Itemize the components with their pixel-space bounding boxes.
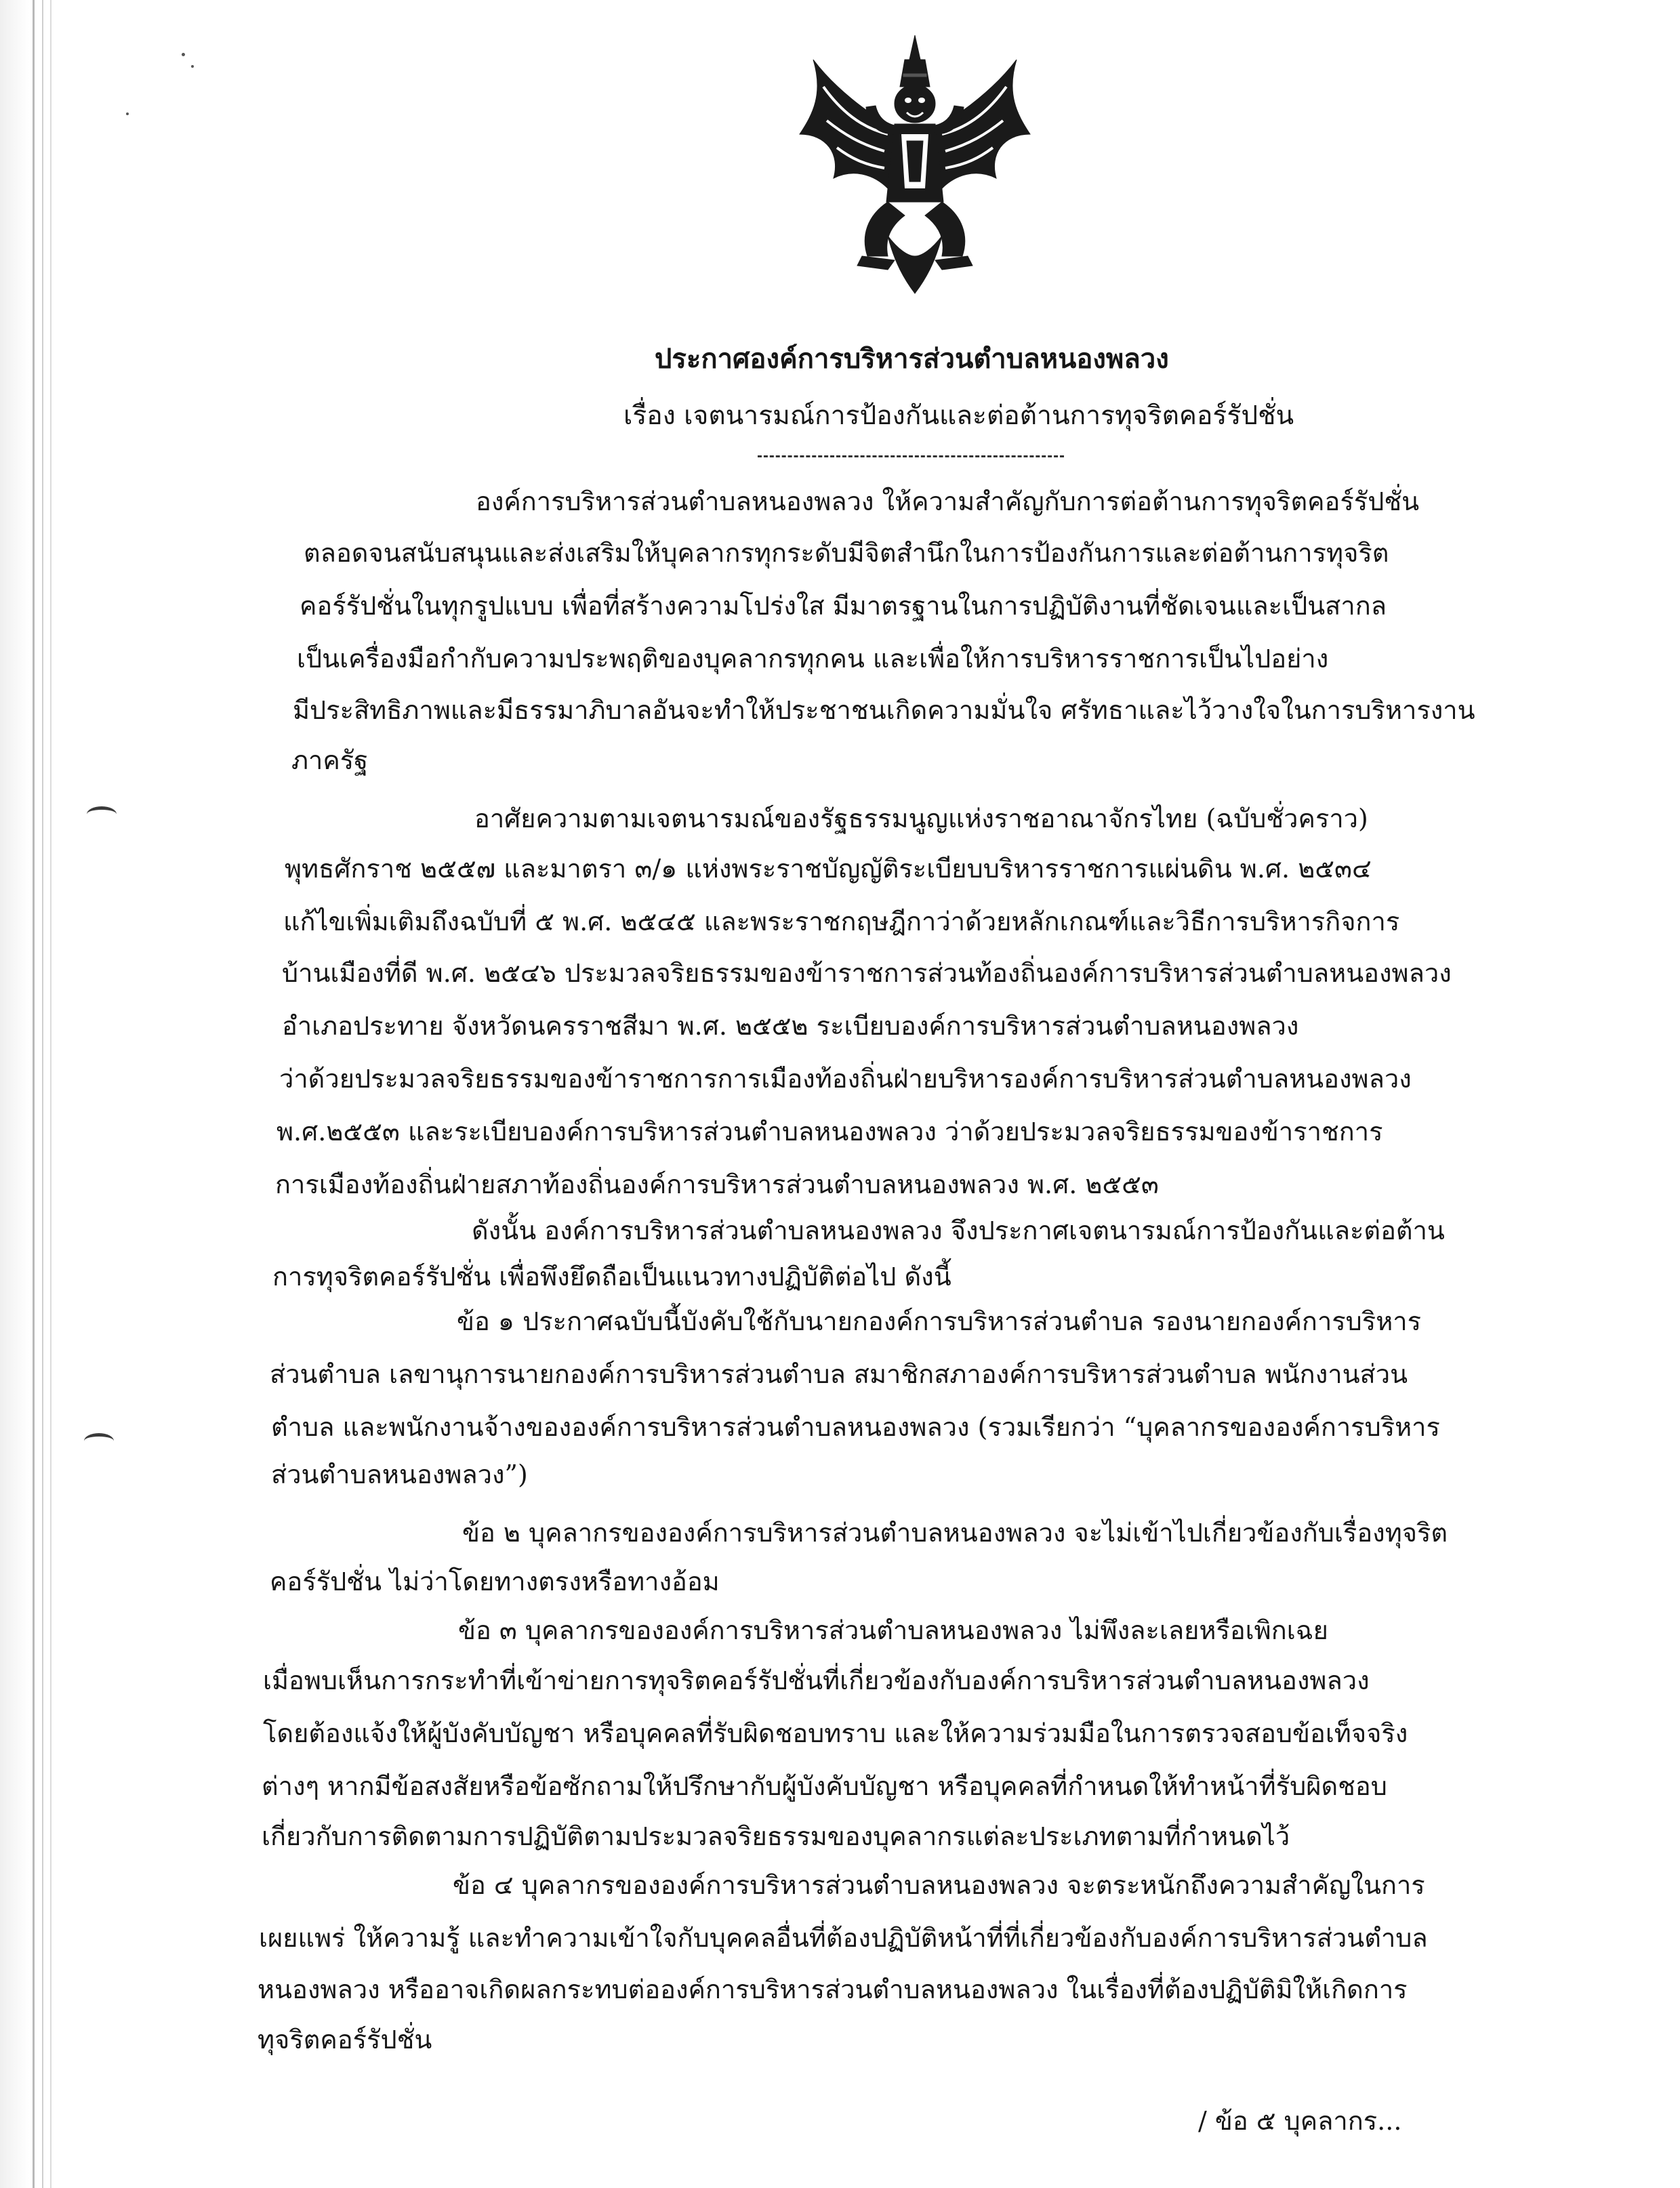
body-line: พุทธศักราช ๒๕๕๗ และมาตรา ๓/๑ แห่งพระราชบัญญัติระเบียบบริหารราชการแผ่นดิน พ.ศ. ๒๕๓๔ <box>285 854 1372 884</box>
clause-1-line: ส่วนตำบล เลขานุการนายกองค์การบริหารส่วนตำบล สมาชิกสภาองค์การบริหารส่วนตำบล พนักงานส่วน <box>270 1359 1408 1389</box>
clause-4-line: หนองพลวง หรืออาจเกิดผลกระทบต่อองค์การบริหารส่วนตำบลหนองพลวง ในเรื่องที่ต้องปฏิบัติมิให้เกิดการ <box>258 1975 1408 2004</box>
garuda-emblem-icon <box>786 33 1044 304</box>
page-title: ประกาศองค์การบริหารส่วนตำบลหนองพลวง <box>655 343 1169 375</box>
clause-1-line: ตำบล และพนักงานจ้างขององค์การบริหารส่วนตำบลหนองพลวง (รวมเรียกว่า “บุคลากรขององค์การบริหาร <box>271 1412 1440 1442</box>
body-line: พ.ศ.๒๕๕๓ และระเบียบองค์การบริหารส่วนตำบลหนองพลวง ว่าด้วยประมวลจริยธรรมของข้าราชการ <box>276 1117 1383 1147</box>
body-line: องค์การบริหารส่วนตำบลหนองพลวง ให้ความสำคัญกับการต่อต้านการทุจริตคอร์รัปชั่น <box>476 487 1420 516</box>
punch-hole-mark <box>84 1433 114 1449</box>
continued-marker: / ข้อ ๕ บุคลากร... <box>1198 2106 1402 2136</box>
body-line: อำเภอประทาย จังหวัดนครราชสีมา พ.ศ. ๒๕๕๒ ระเบียบองค์การบริหารส่วนตำบลหนองพลวง <box>282 1011 1299 1041</box>
clause-2-line: ข้อ ๒ บุคลากรขององค์การบริหารส่วนตำบลหนองพลวง จะไม่เข้าไปเกี่ยวข้องกับเรื่องทุจริต <box>462 1518 1448 1548</box>
clause-3-line: เมื่อพบเห็นการกระทำที่เข้าข่ายการทุจริตคอร์รัปชั่นที่เกี่ยวข้องกับองค์การบริหารส่วนตำบลหนองพลวง <box>263 1666 1370 1695</box>
clause-3-line: ข้อ ๓ บุคลากรขององค์การบริหารส่วนตำบลหนองพลวง ไม่พึงละเลยหรือเพิกเฉย <box>458 1615 1328 1645</box>
body-line: เป็นเครื่องมือกำกับความประพฤติของบุคลากรทุกคน และเพื่อให้การบริหารราชการเป็นไปอย่าง <box>297 644 1329 674</box>
body-line: อาศัยความตามเจตนารมณ์ของรัฐธรรมนูญแห่งราชอาณาจักรไทย (ฉบับชั่วคราว) <box>474 804 1368 833</box>
body-line: ภาครัฐ <box>291 745 369 775</box>
clause-1-line: ส่วนตำบลหนองพลวง”) <box>271 1460 528 1489</box>
title-divider <box>758 455 1064 457</box>
clause-3-line: โดยต้องแจ้งให้ผู้บังคับบัญชา หรือบุคคลที่รับผิดชอบทราบ และให้ความร่วมมือในการตรวจสอบข้อเท็จจริง <box>263 1718 1408 1748</box>
scan-speck <box>126 112 129 115</box>
body-line: คอร์รัปชั่นในทุกรูปแบบ เพื่อที่สร้างความโปร่งใส มีมาตรฐานในการปฏิบัติงานที่ชัดเจนและเป็นสากล <box>300 591 1387 621</box>
body-line: ดังนั้น องค์การบริหารส่วนตำบลหนองพลวง จึงประกาศเจตนารมณ์การป้องกันและต่อต้าน <box>472 1216 1445 1245</box>
clause-4-line: เผยแพร่ ให้ความรู้ และทำความเข้าใจกับบุคคลอื่นที่ต้องปฏิบัติหน้าที่ที่เกี่ยวข้องกับองค์การบริหารส่วนตำบล <box>259 1923 1428 1953</box>
binder-line <box>42 0 43 2188</box>
clause-1-line: ข้อ ๑ ประกาศฉบับนี้บังคับใช้กับนายกองค์การบริหารส่วนตำบล รองนายกองค์การบริหาร <box>457 1306 1422 1336</box>
scan-edge-shadow <box>0 0 54 2188</box>
body-line: แก้ไขเพิ่มเติมถึงฉบับที่ ๕ พ.ศ. ๒๕๔๕ และพระราชกฤษฎีกาว่าด้วยหลักเกณฑ์และวิธีการบริหารกิจการ <box>283 907 1400 936</box>
body-line: ตลอดจนสนับสนุนและส่งเสริมให้บุคลากรทุกระดับมีจิตสำนึกในการป้องกันการและต่อต้านการทุจริต <box>304 538 1389 568</box>
binder-line <box>33 0 35 2188</box>
clause-2-line: คอร์รัปชั่น ไม่ว่าโดยทางตรงหรือทางอ้อม <box>270 1567 720 1596</box>
body-line: มีประสิทธิภาพและมีธรรมาภิบาลอันจะทำให้ประชาชนเกิดความมั่นใจ ศรัทธาและไว้วางใจในการบริหารงาน <box>293 695 1475 725</box>
body-line: การเมืองท้องถิ่นฝ่ายสภาท้องถิ่นองค์การบริหารส่วนตำบลหนองพลวง พ.ศ. ๒๕๕๓ <box>275 1170 1159 1199</box>
clause-4-line: ทุจริตคอร์รัปชั่น <box>258 2025 432 2055</box>
document-subject: เรื่อง เจตนารมณ์การป้องกันและต่อต้านการทุจริตคอร์รัปชั่น <box>623 400 1294 431</box>
punch-hole-mark <box>87 806 117 822</box>
body-line: ว่าด้วยประมวลจริยธรรมของข้าราชการการเมืองท้องถิ่นฝ่ายบริหารองค์การบริหารส่วนตำบลหนองพลวง <box>279 1064 1412 1094</box>
body-line: การทุจริตคอร์รัปชั่น เพื่อพึงยึดถือเป็นแนวทางปฏิบัติต่อไป ดังนี้ <box>272 1262 951 1292</box>
body-line: บ้านเมืองที่ดี พ.ศ. ๒๕๔๖ ประมวลจริยธรรมของข้าราชการส่วนท้องถิ่นองค์การบริหารส่วนตำบลหนองพลวง <box>282 958 1452 988</box>
binder-line <box>50 0 52 2188</box>
scan-speck <box>182 53 185 56</box>
clause-3-line: ต่างๆ หากมีข้อสงสัยหรือข้อซักถามให้ปรึกษากับผู้บังคับบัญชา หรือบุคคลที่กำหนดให้ทำหน้าที่รับผิดชอบ <box>262 1771 1387 1801</box>
clause-4-line: ข้อ ๔ บุคลากรขององค์การบริหารส่วนตำบลหนองพลวง จะตระหนักถึงความสำคัญในการ <box>453 1870 1425 1900</box>
scan-speck <box>191 65 194 68</box>
clause-3-line: เกี่ยวกับการติดตามการปฏิบัติตามประมวลจริยธรรมของบุคลากรแต่ละประเภทตามที่กำหนดไว้ <box>262 1821 1290 1851</box>
